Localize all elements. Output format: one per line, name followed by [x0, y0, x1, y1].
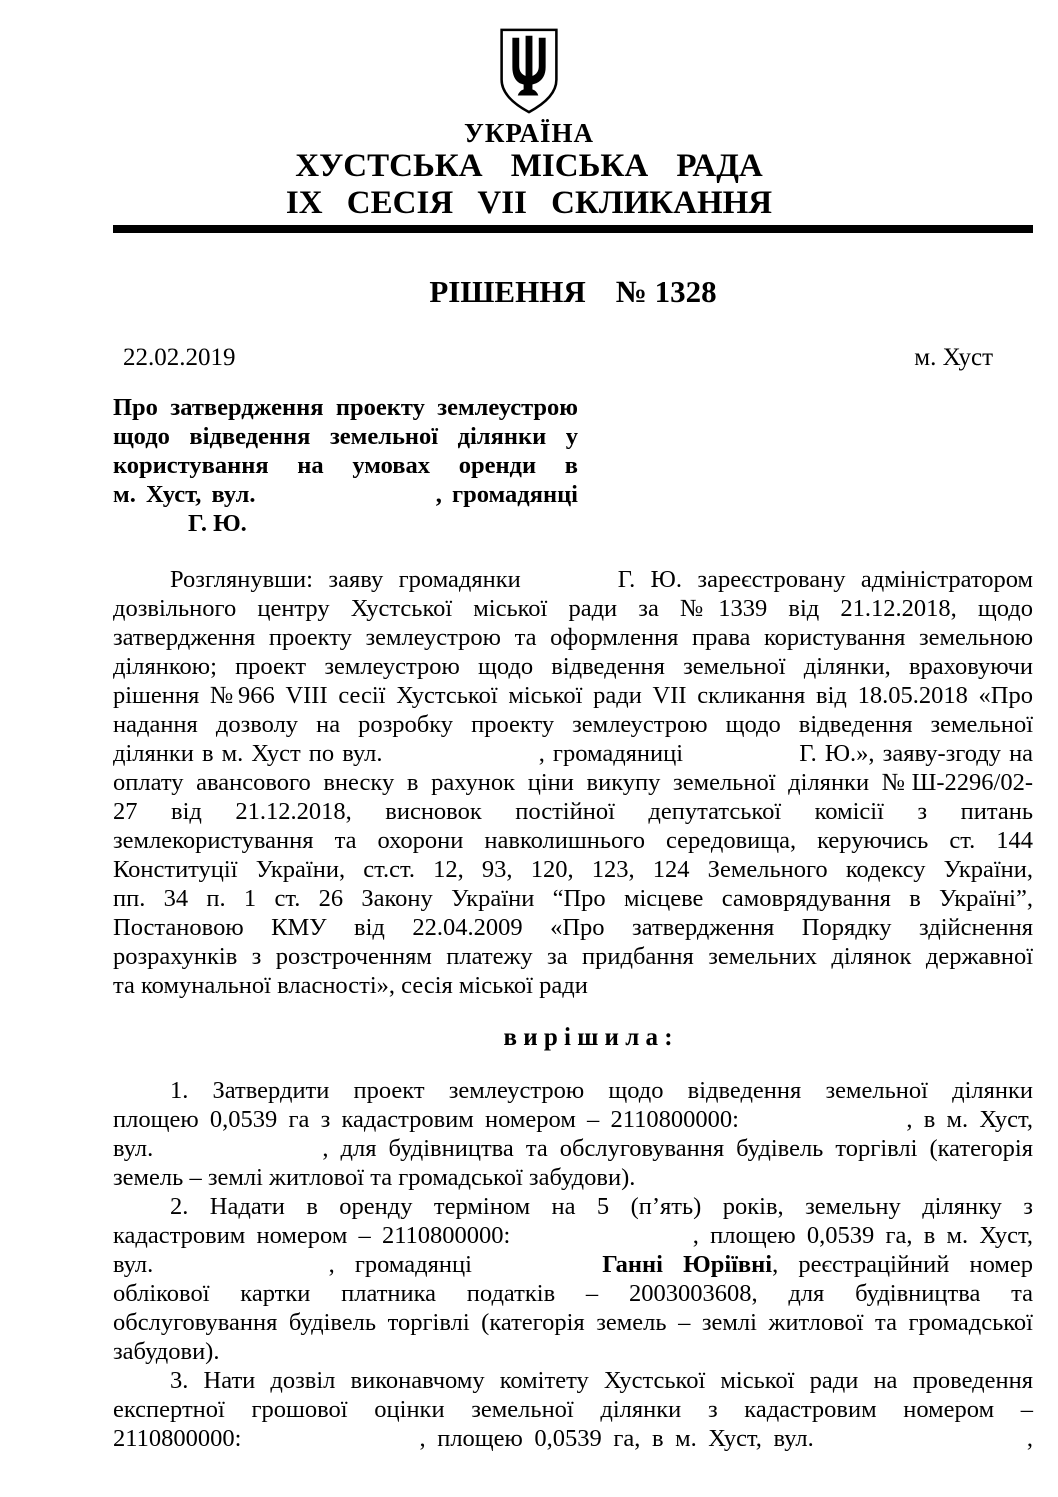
- preamble-line: [113, 565, 1033, 594]
- redacted-street-blank: [266, 500, 426, 502]
- council-name: ХУСТСЬКА МІСЬКА РАДА: [295, 148, 763, 184]
- header-divider-rule: [113, 225, 1033, 233]
- decision-place: м. Хуст: [914, 344, 993, 371]
- subject-line-3: користування на умовах оренди в: [113, 452, 578, 479]
- preamble-line-7-pre: ділянки в м. Хуст по вул.: [113, 740, 383, 767]
- redacted-cadastre-blank: [750, 1125, 895, 1127]
- ukraine-coat-of-arms-icon: [490, 26, 568, 116]
- item-3-line: експертної грошової оцінки земельної ділянки з кадастровим номером –: [113, 1396, 1033, 1423]
- item-2-line: [113, 1221, 1033, 1250]
- decision-title: [113, 275, 1033, 309]
- item-2-line: облікової картки платника податків – 2003003608, для будівництва та: [113, 1280, 1033, 1307]
- item-3-line-3-mid: , площею 0,0539 га, в м. Хуст, вул.: [419, 1425, 814, 1452]
- preamble-line: рішення №966 VIII сесії Хустської міської ради VII скликання від 18.05.2018 «Про: [113, 682, 1033, 709]
- date-place-row: [113, 343, 1033, 372]
- preamble-line-1-post: Г. Ю. зареєстровану адміністратором: [617, 566, 1034, 593]
- item-1-line: 1. Затвердити проект землеустрою щодо відведення земельної ділянки: [170, 1077, 1033, 1104]
- subject-block: [113, 393, 578, 538]
- preamble-line: [113, 739, 1033, 768]
- item-1-line-3-pre: вул.: [113, 1135, 154, 1162]
- item-2-line: обслуговування будівель торгівлі (категорія земель – землі житлової та громадської: [113, 1309, 1033, 1336]
- redacted-name-blank: [536, 585, 602, 587]
- item-1-line-3-post: , для будівництва та обслуговування будівель торгівлі (категорія: [322, 1135, 1033, 1162]
- item-3-line-3-cadastre: 2110800000:: [113, 1425, 242, 1452]
- item-2-line-3-citizen: , громадянці: [328, 1251, 472, 1278]
- preamble-line: Конституції України, ст.ст. 12, 93, 120, 123, 124 Земельного кодексу України,: [113, 856, 1033, 883]
- subject-line-5: Г. Ю.: [188, 510, 247, 537]
- subject-line-1: Про затвердження проекту землеустрою: [113, 394, 578, 421]
- preamble-line: пп. 34 п. 1 ст. 26 Закону України “Про місцеве самоврядування в Україні”,: [113, 885, 1033, 912]
- resolution-item-3: [113, 1366, 1033, 1453]
- item-1-line: земель – землі житлової та громадської забудови).: [113, 1164, 636, 1191]
- item-2-line: [113, 1250, 1033, 1279]
- item-2-line: 2. Надати в оренду терміном на 5 (п’ять) років, земельну ділянку з: [170, 1193, 1033, 1220]
- preamble-line-1-pre: Розглянувши: заяву громадянки: [170, 566, 521, 593]
- redacted-name-blank: [691, 759, 791, 761]
- document-header: [0, 0, 1058, 222]
- item-1-line-2-pre: площею 0,0539 га з кадастровим номером – 2110800000:: [113, 1106, 739, 1133]
- item-2-line-3-street: вул.: [113, 1251, 154, 1278]
- decision-label: РІШЕННЯ: [429, 274, 586, 309]
- preamble-line: затвердження проекту землеустрою та оформлення права користування земельною: [113, 624, 1033, 651]
- preamble-line: 27 від 21.12.2018, висновок постійної депутатської комісії з питань: [113, 798, 1033, 825]
- resolution-word: в и р і ш и л а :: [503, 1024, 673, 1051]
- preamble-line: Постановою КМУ від 22.04.2009 «Про затвердження Порядку здійснення: [113, 914, 1033, 941]
- redacted-street-blank: [391, 759, 531, 761]
- preamble-line: землекористування та охорони навколишнього середовища, керуючись ст. 144: [113, 827, 1033, 854]
- item-2-line: забудови).: [113, 1338, 220, 1365]
- decision-date: 22.02.2019: [123, 344, 236, 371]
- redacted-street-blank: [165, 1154, 310, 1156]
- preamble-line: оплату авансового внеску в рахунок ціни викупу земельної ділянки №Ш-2296/02-: [113, 769, 1033, 796]
- redacted-street-blank: [173, 1270, 308, 1272]
- item-2-line-2-post: , площею 0,0539 га, в м. Хуст,: [692, 1222, 1034, 1249]
- grantee-name: Ганні Юріївні: [602, 1251, 773, 1278]
- item-3-line: [113, 1424, 1033, 1453]
- redacted-name-blank: [492, 1270, 582, 1272]
- item-1-line-2-post: , в м. Хуст,: [906, 1106, 1034, 1133]
- preamble-line-7-post: Г. Ю.», заяву-згоду на: [799, 740, 1034, 767]
- preamble-line-7-mid: , громадяниці: [538, 740, 684, 767]
- preamble-line: ділянкою; проект землеустрою щодо відведення земельної ділянки, враховуючи: [113, 653, 1033, 680]
- item-1-line: [113, 1105, 1033, 1134]
- redacted-cadastre-blank: [253, 1444, 408, 1446]
- resolution-item-2: [113, 1192, 1033, 1366]
- item-3-line-3-comma: ,: [1026, 1425, 1033, 1452]
- document-body: [113, 275, 1033, 1453]
- item-3-line: 3. Нати дозвіл виконавчому комітету Хустської міської ради на проведення: [170, 1367, 1033, 1394]
- preamble-line: дозвільного центру Хустської міської ради за №1339 від 21.12.2018, щодо: [113, 595, 1033, 622]
- decision-number: № 1328: [615, 274, 717, 309]
- subject-line-2: щодо відведення земельної ділянки у: [113, 423, 578, 450]
- item-1-line: [113, 1134, 1033, 1163]
- redacted-street-blank: [825, 1444, 1015, 1446]
- preamble-line: надання дозволу на розробку проекту землеустрою щодо відведення земельної: [113, 711, 1033, 738]
- subject-line-4-post: , громадянці: [435, 481, 578, 508]
- subject-line-4-pre: м. Хуст, вул.: [113, 481, 256, 508]
- subject-line-4: [113, 480, 578, 509]
- country-name: УКРАЇНА: [464, 118, 594, 148]
- preamble-paragraph: [113, 565, 1033, 1000]
- resolution-item-1: [113, 1076, 1033, 1192]
- preamble-line: та комунальної власності», сесія міської ради: [113, 972, 588, 999]
- item-2-line-3-post: , реєстраційний номер: [772, 1251, 1034, 1278]
- preamble-line: розрахунків з розстроченням платежу за придбання земельних ділянок державної: [113, 943, 1033, 970]
- redacted-cadastre-blank: [522, 1241, 682, 1243]
- item-2-line-2-pre: кадастровим номером – 2110800000:: [113, 1222, 511, 1249]
- session-convocation-line: IX СЕСІЯ VII СКЛИКАННЯ: [285, 185, 773, 221]
